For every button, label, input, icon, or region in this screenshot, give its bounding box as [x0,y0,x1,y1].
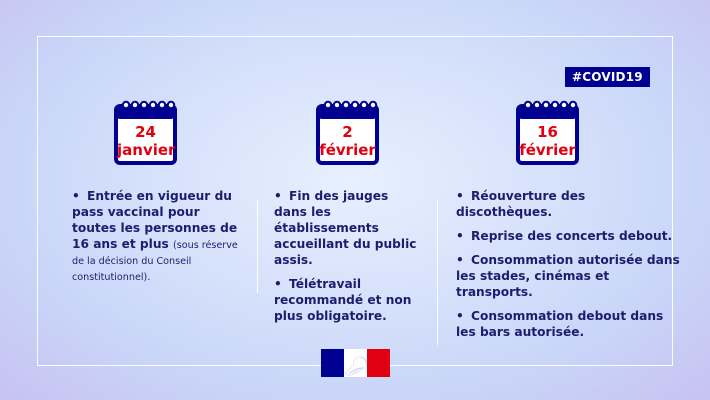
marianne-logo [321,349,390,377]
calendar-month: février [519,141,576,159]
calendar-month: février [319,141,376,159]
measure-text: Télétravail recommandé et non plus obligatoire. [274,277,412,323]
measure-note: (sous réserve de la décision du Conseil constitutionnel). [72,240,238,283]
bullet-icon: • [456,229,464,243]
covid-hashtag-badge: #COVID19 [565,67,650,87]
calendar-date-text [319,123,376,159]
column-divider [437,199,438,345]
calendar-icon [111,99,180,169]
measure-text: Consommation debout dans les bars autorisée. [456,309,664,339]
bullet-icon: • [456,253,464,267]
measure-text: Entrée en vigueur du pass vaccinal pour toutes les personnes de 16 ans et plus [72,189,238,251]
measure-item [456,188,682,220]
column-divider [257,199,258,293]
measure-item [456,252,682,300]
calendar-month: janvier [117,141,176,159]
calendar-icon [313,99,382,169]
measure-item [274,188,422,268]
january-measures [72,188,238,284]
bullet-icon: • [274,277,282,291]
calendar-icon [513,99,582,169]
calendar-day: 24 [135,123,156,141]
bullet-icon: • [72,189,80,203]
bullet-icon: • [456,309,464,323]
measure-item [72,188,238,284]
calendar-date-text [519,123,576,159]
measure-text: Réouverture des discothèques. [456,189,586,219]
measure-text: Reprise des concerts debout. [471,229,673,243]
measure-text: Consommation autorisée dans les stades, cinémas et transports. [456,253,680,299]
measure-item [456,308,682,340]
february-16-measures [456,188,682,340]
bullet-icon: • [274,189,282,203]
calendar-day: 2 [342,123,353,141]
calendar-date-text [117,123,174,159]
february-2-measures [274,188,422,324]
measure-text: Fin des jauges dans les établissements accueillant du public assis. [274,189,417,267]
bullet-icon: • [456,189,464,203]
measure-item [456,228,682,244]
measure-item [274,276,422,324]
calendar-day: 16 [537,123,558,141]
